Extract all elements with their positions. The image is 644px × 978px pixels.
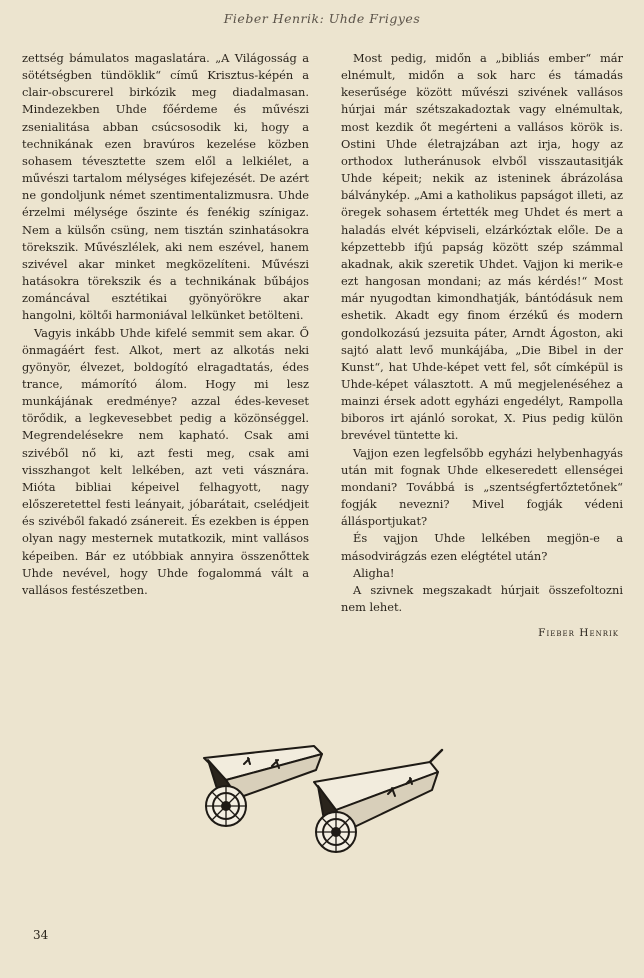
right-column — [341, 50, 623, 642]
paragraph: A szivnek megszakadt húrjait összefoltozni nem lehet. — [341, 582, 623, 614]
paragraph: zettség bámulatos magaslatára. „A Világosság a sötétségben tündöklik“ című Krisztus-képén a clair-obscurerel birkózik meg diadalmasan. Mindezekben Uhde főérdeme és művészi zsenialitása abban csúcsosodik ki, hogy a technikának ezen bravúros kezelése közben sohasem tévesztette szem elől a lelkiélet, a művészi tartalom mélységes kifejezését. De azért ne gondoljunk német szentimentalizmusra. Uhde érzelmi mélysége őszinte és fenékig színigaz. Nem a külsőn csüng, nem tisztán szinhatásokra törekszik. Művészlélek, aki nem eszével, hanem szivével akar minket megközelíteni. Művészi hatásokra törekszik és a technikának bűbájos zománcával esztétikai gyönyörökre akar hangolni, költői harmoniával lelkünket betölteni. — [22, 51, 309, 323]
paragraph: Aligha! — [353, 565, 395, 580]
paragraph: Most pedig, midőn a „bibliás ember“ már elnémult, midőn a sok harc és támadás keserűsége között művészi szivének vallásos húrjai már szétszakadoztak vagy elnémultak, most kezdik őt megérteni a vallásos körök is. Ostini Uhde életrajzában azt irja, hogy az orthodox lutheránusok elvből visszautasitják Uhde képeit; nekik az isteninek ábrázolása bálványkép. „Ami a katholikus papságot illeti, az öregek sohasem értették meg Uhdet és mert a haladás elvét képviseli, elzárkóztak előle. De a képzettebb ifjú papság között szép számmal akadnak, akik szeretik Uhdet. Vajjon ki merik-e ezt hangosan mondani; az más kérdés!“ Most már nyugodtan kimondhatják, bántódásuk nem eshetik. Akadt egy finom érzékű és modern gondolkozású jezsuita páter, Arndt Ágoston, aki sajtó alatt levő munkájába, „Die Bibel in der Kunst“, hat Uhde-képet vett fel, sőt címképül is Uhde-képet választott. A mű megjelenéséhez a mainzi érsek adott egyházi engedélyt, Rampolla biboros irt ajánló sorokat, X. Pius pedig külön brevével tüntette ki. — [341, 51, 623, 443]
cannon-ornament-illustration — [196, 740, 446, 860]
paragraph: Vajjon ezen legfelsőbb egyházi helybenhagyás után mit fognak Uhde elkeseredett ellenségei mondani? Továbbá is „szentségfertőztetőnek“ fogják nevezni? Mivel fogják védeni állásportjukat? — [341, 445, 623, 529]
left-column — [22, 50, 309, 599]
author-signature: Fieber Henrik — [538, 627, 619, 640]
page-number: 34 — [33, 928, 49, 942]
running-title: Fieber Henrik: Uhde Frigyes — [223, 11, 421, 26]
paragraph: Vagyis inkább Uhde kifelé semmit sem akar. Ő önmagáért fest. Alkot, mert az alkotás neki gyönyör, élvezet, boldogító elragadtatás, édes trance, mámorító álom. Hogy mi lesz munkájának eredménye? azzal édes-keveset törődik, a legkevesebbet pedig a közönséggel. Megrendelésekre nem kapható. Csak ami szivéből nő ki, azt festi meg, csak ami visszhangot kelt lelkében, azt veti vásznára. Mióta bibliai képeivel felhagyott, nagy előszeretettel festi leányait, jóbarátait, cselédjeit és szivéből fakadó zsánereit. És ezekben is éppen olyan nagy mesternek mutatkozik, mint vallásos képeiben. Bár ez utóbbiak annyira összenőttek Uhde nevével, hogy Uhde fogalommá vált a vallásos festészetben. — [22, 325, 309, 597]
paragraph: És vajjon Uhde lelkében megjön-e a másodvirágzás ezen elégtétel után? — [341, 531, 623, 563]
